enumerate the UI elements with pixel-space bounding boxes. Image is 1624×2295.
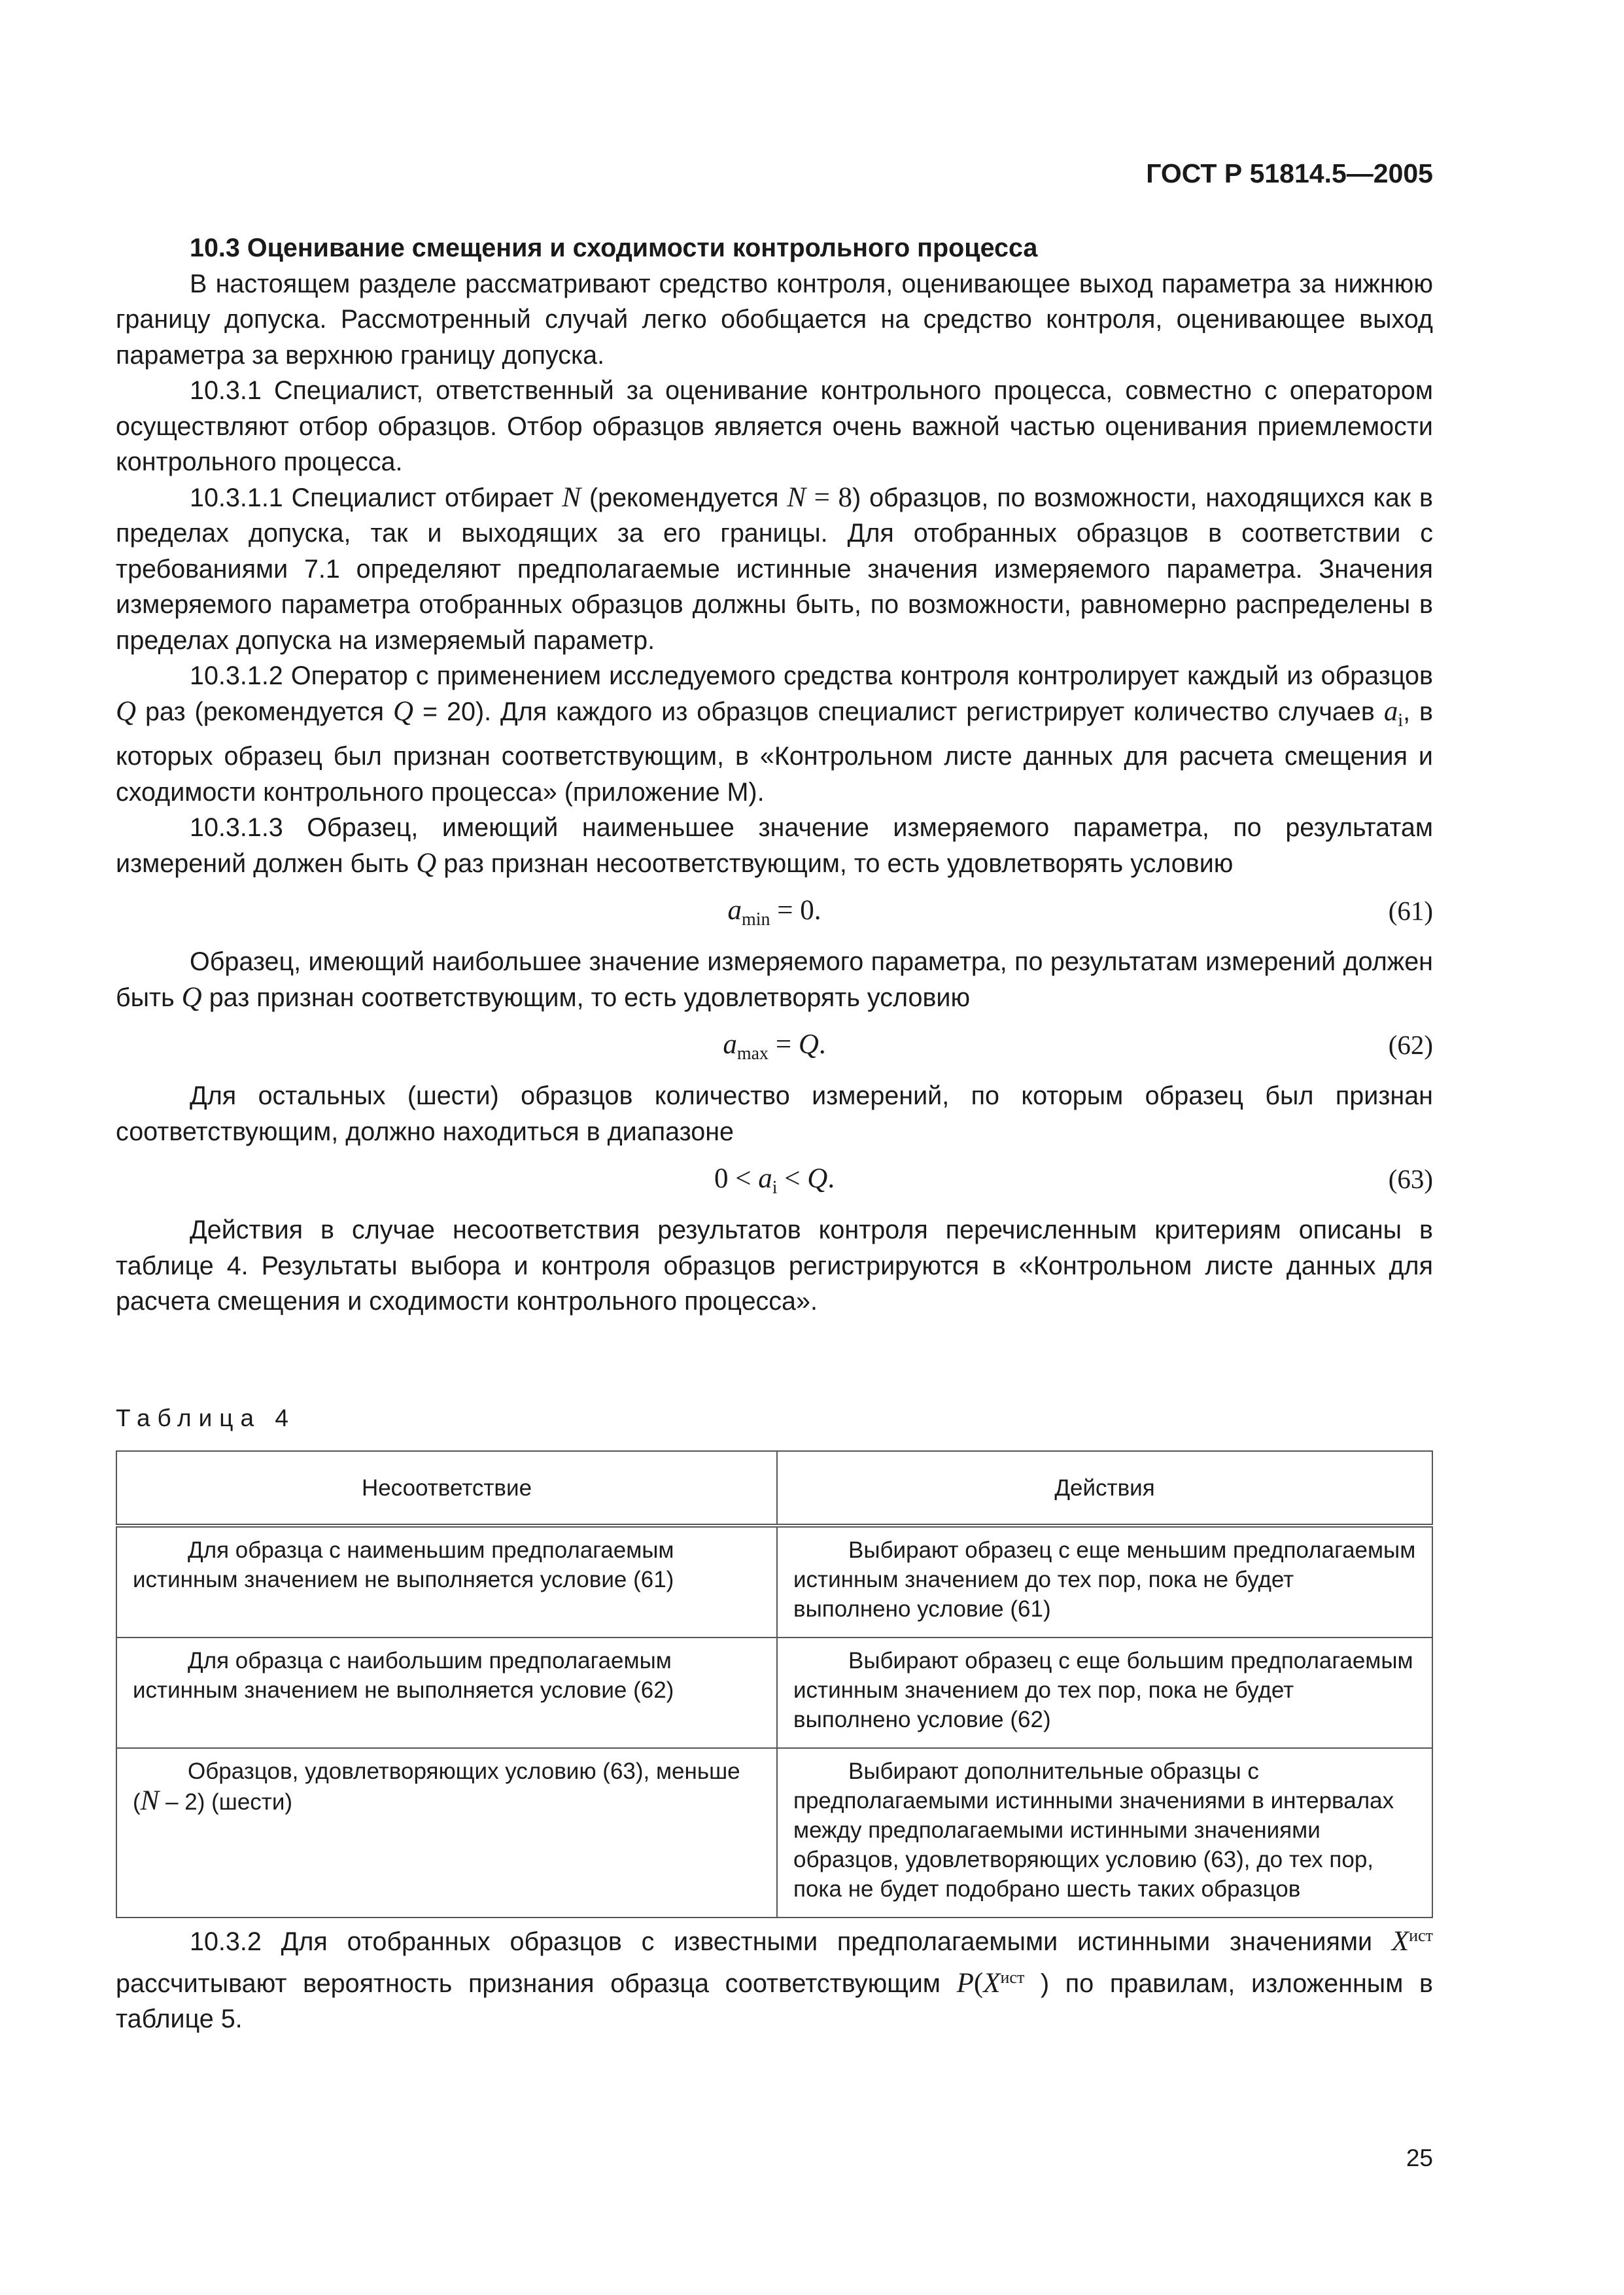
table-4 [116, 1450, 1433, 1918]
table-row [116, 1638, 1432, 1748]
document-body [116, 230, 1433, 2037]
table-row [116, 1526, 1432, 1638]
paragraph: Образец, имеющий наибольшее значение измеряемого параметра, по результатам измерений должен быть Q раз признан соответствующим, то есть удовлетворять условию [116, 947, 1433, 1013]
document-header: ГОСТ Р 51814.5—2005 [1146, 158, 1433, 188]
formula-61: $a_{min} = 0$. (61) [116, 884, 1433, 941]
formula-62: $a_{max} = Q$. (62) [116, 1018, 1433, 1076]
paragraph: 10.3.2 Для отобранных образцов с известными предполагаемыми истинными значениями $X^{ист}$ рассчитывают вероятность признания образца соответствующим $P(X^{ист}$ ) по правилам, изложенным в таблице 5. [116, 1926, 1434, 2033]
formula-number: (62) [1388, 1030, 1433, 1060]
paragraph: 10.3.1.2 Оператор с применением исследуемого средства контроля контролирует каждый из образцов Q раз (рекомендуется Q = 20). Для каждого из образцов специалист регистрирует количество случаев $a_i$, в которых образец был признан соответствующим, в «Контрольном листе данных для расчета смещения и сходимости контрольного процесса» (приложение М). [116, 661, 1433, 807]
formula-number: (63) [1388, 1164, 1433, 1194]
paragraph: Действия в случае несоответствия результатов контроля перечисленным критериям описаны в таблице 4. Результаты выбора и контроля образцов регистрируются в «Контрольном листе данных для расчета смещения и сходимости контрольного процесса». [116, 1216, 1433, 1316]
table-header-row [116, 1451, 1432, 1526]
table-cell: Выбирают дополнительные образцы с предполагаемыми истинными значениями в интервалах между предполагаемыми истинными значениями образцов, удовлетворяющих условию (63), до тех пор, пока не будет подобрано шесть таких образцов [777, 1748, 1432, 1918]
formula-number: (61) [1388, 896, 1433, 926]
column-header: Несоответствие [116, 1451, 777, 1526]
column-header: Действия [777, 1451, 1432, 1526]
table-caption: Таблица 4 [116, 1404, 296, 1431]
table-cell: Для образца с наименьшим предполагаемым истинным значением не выполняется условие (61) [116, 1526, 777, 1638]
paragraph: В настоящем разделе рассматривают средство контроля, оценивающее выход параметра за нижнюю границу допуска. Рассмотренный случай легко обобщается на средство контроля, оценивающее выход параметра за верхнюю границу допуска. [116, 269, 1433, 370]
paragraph: 10.3.1.3 Образец, имеющий наименьшее значение измеряемого параметра, по результатам измерений должен быть Q раз признан несоответствующим, то есть удовлетворять условию [116, 813, 1433, 879]
formula-63: $0 < a_i < Q$. (63) [116, 1152, 1433, 1210]
table-cell: Образцов, удовлетворяющих условию (63), меньше (N – 2) (шести) [116, 1748, 777, 1918]
section-title: 10.3 Оценивание смещения и сходимости контрольного процесса [190, 234, 1038, 262]
table-cell: Для образца с наибольшим предполагаемым истинным значением не выполняется условие (62) [116, 1638, 777, 1748]
paragraph: 10.3.1 Специалист, ответственный за оценивание контрольного процесса, совместно с оператором осуществляют отбор образцов. Отбор образцов является очень важной частью оценивания приемлемости контрольного процесса. [116, 376, 1433, 476]
table-cell: Выбирают образец с еще меньшим предполагаемым истинным значением до тех пор, пока не будет выполнено условие (61) [777, 1526, 1432, 1638]
paragraph: 10.3.1.1 Специалист отбирает N (рекомендуется N = 8) образцов, по возможности, находящихся как в пределах допуска, так и выходящих за его границы. Для отобранных образцов в соответствии с требованиями 7.1 определяют предполагаемые истинные значения измеряемого параметра. Значения измеряемого параметра отобранных образцов должны быть, по возможности, равномерно распределены в пределах допуска на измеряемый параметр. [116, 482, 1433, 655]
table-row [116, 1748, 1432, 1918]
page-number: 25 [1406, 2145, 1433, 2171]
table-cell: Выбирают образец с еще большим предполагаемым истинным значением до тех пор, пока не будет выполнено условие (62) [777, 1638, 1432, 1748]
paragraph: Для остальных (шести) образцов количество измерений, по которым образец был признан соответствующим, должно находиться в диапазоне [116, 1081, 1433, 1146]
